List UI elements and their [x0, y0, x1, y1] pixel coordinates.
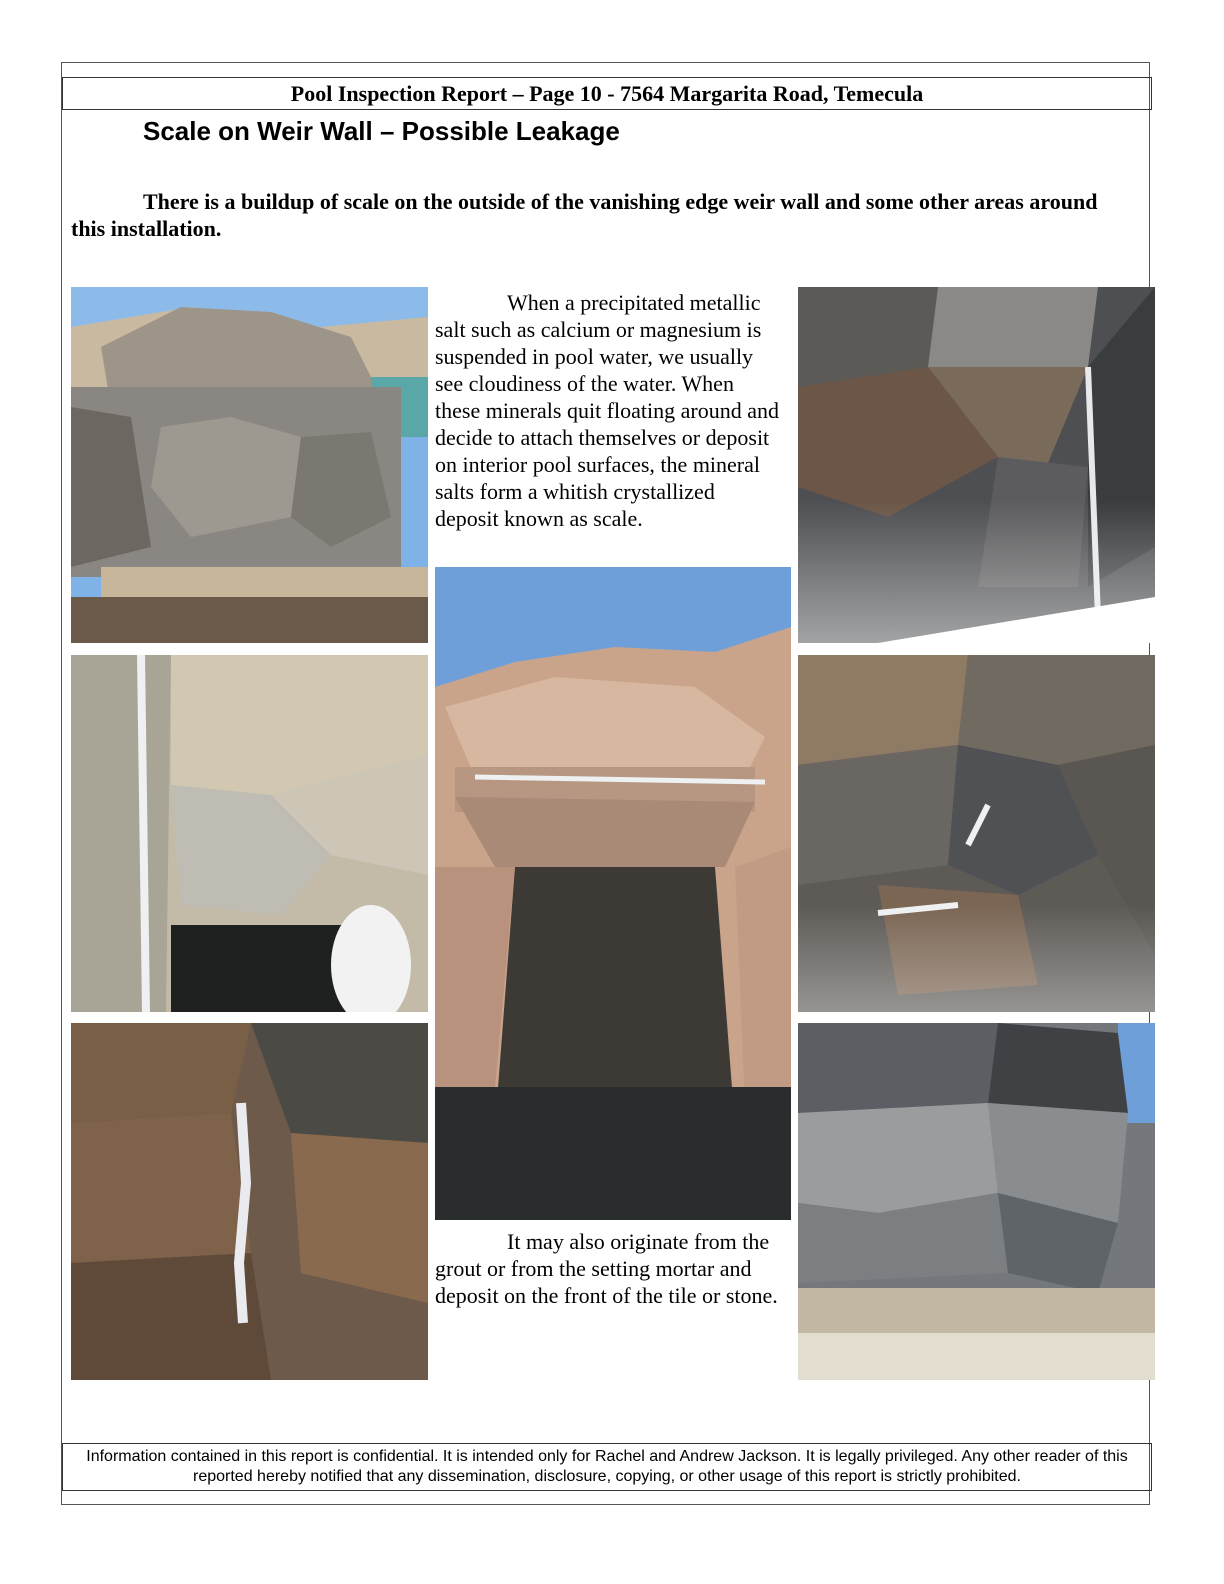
photo-stone-wall-scale-3: [798, 1023, 1155, 1380]
photo-weir-wall-overview: [71, 287, 428, 643]
photo-scale-corner: [71, 655, 428, 1012]
scale-explanation: [435, 289, 780, 532]
report-header: [62, 77, 1152, 110]
section-title: Scale on Weir Wall – Possible Leakage: [143, 116, 620, 146]
photo-stone-wall-scale-2: [798, 655, 1155, 1012]
scale-explanation-text: When a precipitated metallic salt such as calcium or magnesium is suspended in pool water, we usually see cloudiness of the water. When these minerals quit floating around and decide to attach themselves or deposit on interior pool surfaces, the mineral salts form a whitish crystallized deposit known as scale.: [435, 290, 779, 531]
grout-explanation-text: It may also originate from the grout or from the setting mortar and deposit on the front of the tile or stone.: [435, 1229, 778, 1308]
report-header-title: Pool Inspection Report – Page 10 - 7564 Margarita Road, Temecula: [290, 80, 924, 106]
confidentiality-footer: [62, 1443, 1152, 1491]
photo-rock-waterfall: [435, 567, 791, 1220]
grout-explanation: [435, 1228, 780, 1309]
section-intro: There is a buildup of scale on the outside of the vanishing edge weir wall and some other areas around this installation.: [71, 189, 1098, 241]
confidentiality-notice: Information contained in this report is confidential. It is intended only for Rachel and Andrew Jackson. It is legally privileged. Any other reader of this reported hereby notified that any dissemination, disclosure, copying, or other usage of this report is strictly prohibited.: [86, 1448, 1128, 1485]
photo-scale-closeup: [71, 1023, 428, 1380]
photo-stone-wall-scale-1: [798, 287, 1155, 643]
